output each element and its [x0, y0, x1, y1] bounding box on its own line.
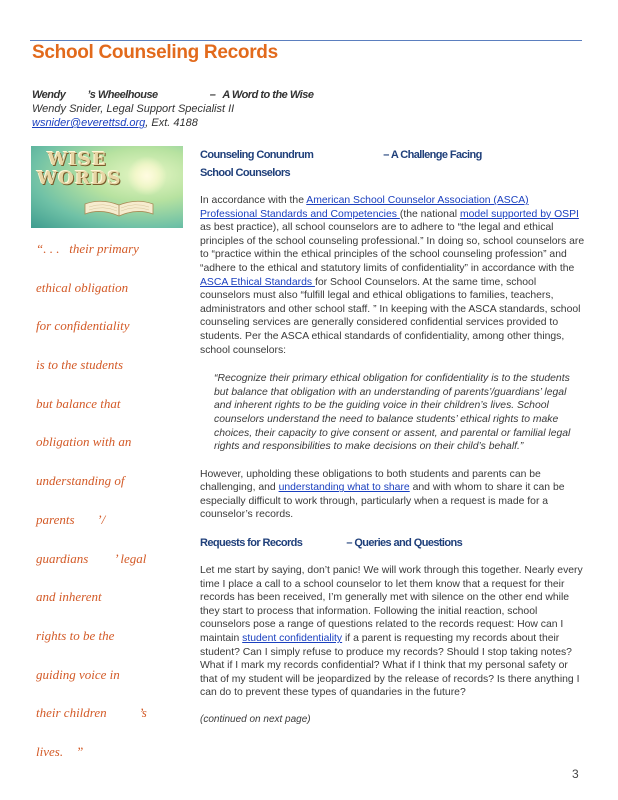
page-title: School Counseling Records — [32, 42, 278, 63]
pull-quote-line: their children ’s — [36, 705, 147, 721]
student-confidentiality-link[interactable]: student confidentiality — [242, 633, 343, 645]
pull-quote-line: but balance that — [36, 395, 121, 411]
asca-ethical-standards-link[interactable]: ASCA Ethical Standards — [200, 276, 315, 288]
paragraph-upholding-obligations: However, upholding these obligations to both students and parents can be challenging, and understanding what to share and with whom to share it can be especially difficult to work through, particularly when a request is made for a counselor’s records. — [200, 468, 565, 521]
understanding-what-to-share-link[interactable]: understanding what to share — [278, 482, 410, 494]
contact-line — [32, 117, 198, 129]
pull-quote-line: guardians ’ legal — [36, 550, 147, 566]
ospi-model-link[interactable]: model supported by OSPI — [459, 208, 579, 220]
phone-extension: , Ext. 4188 — [145, 117, 198, 129]
asca-standards-link[interactable]: American School Counselor Association (ASCA) Professional Standards and Competencies — [200, 195, 529, 220]
pull-quote — [36, 230, 186, 772]
pull-quote-line: understanding of — [36, 473, 125, 489]
pull-quote-line: guiding voice in — [36, 666, 120, 682]
pull-quote-line: ethical obligation — [36, 279, 129, 295]
paragraph-dont-panic: Let me start by saying, don’t panic! We will work through this together. Nearly every time I place a call to a school counselor to let them know that a request for their records has been received, I’m generally met with silence on the other end while they start to process that information. Following the initial reaction, school counselors pose a range of questions related to the records request: How can I maintain student confidentiality if a parent is requesting my records about their student? Can I simply refuse to produce my records? Should I stop taking notes? What if I mark my records confidential? What if I think that my personal safety or that of my student will be jeopardized by the release of records? Is there anything I can do to prevent these types of quandaries in the future? — [200, 565, 583, 699]
section-heading-requests-for-records: Requests for Records – Queries and Questions — [200, 537, 463, 550]
pull-quote-line: rights to be the — [36, 627, 115, 643]
pull-quote-line: “. . . their primary — [36, 241, 139, 256]
byline-dash: – — [209, 89, 216, 101]
ethical-standards-quote: “Recognize their primary ethical obligation for confidentiality is to the students but balance that obligation with an understanding of parents’/guardians’ legal and inherent rights to be the guiding voice in their children’s lives. School counselors understand the need to balance students’ ethical rights to make choices, their capacity to give consent or assent, and parental or familial legal rights and responsibilities to make decisions on their child’s behalf.” — [214, 373, 571, 453]
author-line: Wendy Snider, Legal Support Specialist II — [32, 103, 235, 115]
open-book-icon — [83, 196, 155, 218]
pull-quote-line: for confidentiality — [36, 318, 130, 334]
pull-quote-line: obligation with an — [36, 434, 132, 450]
page-number: 3 — [572, 767, 579, 781]
wise-words-title: WISE WORDS — [37, 149, 122, 189]
main-column — [200, 146, 585, 725]
pull-quote-line: lives. ” — [36, 743, 84, 759]
wise-words-image — [31, 146, 183, 228]
byline-subtitle: A Word to the Wise — [222, 89, 314, 101]
pull-quote-line: and inherent — [36, 589, 102, 605]
pull-quote-line: is to the students — [36, 357, 124, 373]
byline-wheelhouse: ’s Wheelhouse — [87, 89, 158, 101]
pull-quote-line: parents ’/ — [36, 511, 106, 527]
sparkle-icon — [127, 156, 167, 196]
column-byline — [32, 89, 313, 101]
email-link[interactable]: wsnider@everettsd.org — [32, 117, 146, 129]
top-rule — [30, 40, 582, 41]
continued-note: (continued on next page) — [200, 714, 311, 725]
paragraph-asca-standards: In accordance with the American School Counselor Association (ASCA) Professional Standards and Competencies (the national model supported by OSPI as best practice), all school counselors are to adhere to “the legal and ethical principles of the school counseling professional.” In doing so, school counselors are to “practice within the ethical principles of the school counseling profession” and “adhere to the ethical and statutory limits of confidentiality” in accordance with the ASCA Ethical Standards for School Counselors. At the same time, school counselors must also “fulfill legal and ethical obligations to families, teachers, administrators and other school staff. ” In keeping with the ASCA standards, school counseling services are generally considered confidential services provided to students. Per the ASCA ethical standards of confidentiality, among other things, school counselors: — [200, 195, 585, 356]
byline-name: Wendy — [32, 89, 66, 101]
section-heading-counseling-conundrum: Counseling Conundrum – A Challenge Facing School Counselors — [200, 149, 482, 179]
